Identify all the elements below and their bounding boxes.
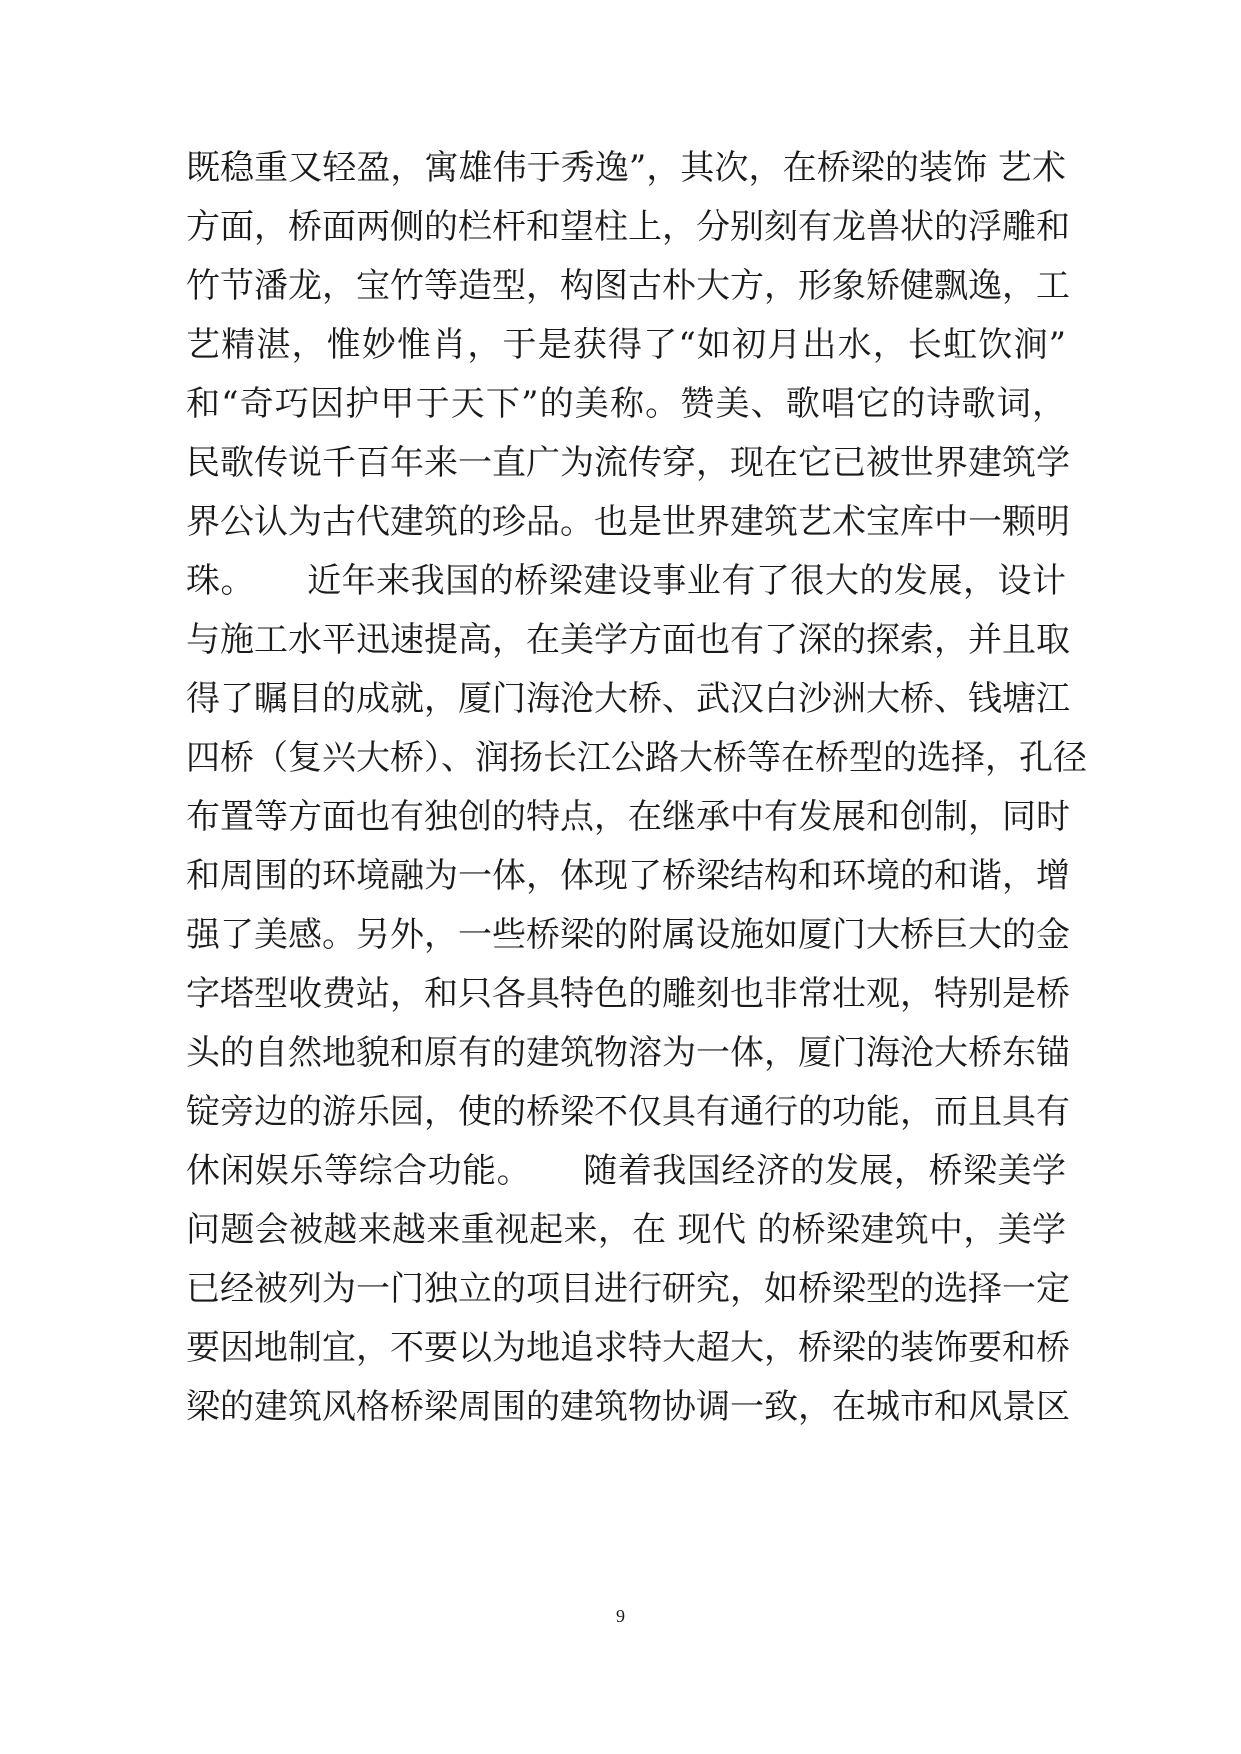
text-line-9: 与施工水平迅速提高，在美学方面也有了深的探索，并且取 [186, 620, 1070, 660]
text-line-3: 竹节潘龙，宝竹等造型，构图古朴大方，形象矫健飘逸，工 [186, 266, 1070, 306]
text-line-20: 已经被列为一门独立的项目进行研究，如桥梁型的选择一定 [186, 1269, 1070, 1309]
text-line-11: 四桥（复兴大桥）、润扬长江公路大桥等在桥型的选择，孔径 [186, 738, 1087, 778]
text-line-19: 问题会被越来越来重视起来，在 现代 的桥梁建筑中，美学 [186, 1210, 1066, 1250]
text-line-12: 布置等方面也有独创的特点，在继承中有发展和创制，同时 [186, 797, 1070, 837]
text-line-7: 界公认为古代建筑的珍品。也是世界建筑艺术宝库中一颗明 [186, 502, 1070, 542]
body-text [186, 139, 1087, 1437]
text-line-13: 和周围的环境融为一体，体现了桥梁结构和环境的和谐，增 [186, 856, 1070, 896]
text-line-2: 方面，桥面两侧的栏杆和望柱上，分别刻有龙兽状的浮雕和 [186, 207, 1070, 247]
text-line-6: 民歌传说千百年来一直广为流传穿，现在它已被世界建筑学 [186, 443, 1070, 483]
text-line-21: 要因地制宜，不要以为地追求特大超大，桥梁的装饰要和桥 [186, 1328, 1070, 1368]
text-line-10: 得了瞩目的成就，厦门海沧大桥、武汉白沙洲大桥、钱塘江 [186, 679, 1070, 719]
text-line-17: 锭旁边的游乐园，使的桥梁不仅具有通行的功能，而且具有 [186, 1092, 1070, 1132]
text-line-5: 和“奇巧因护甲于天下”的美称。赞美、歌唱它的诗歌词， [186, 384, 1066, 424]
page-number: 9 [616, 1606, 625, 1626]
text-line-15: 字塔型收费站，和只各具特色的雕刻也非常壮观，特别是桥 [186, 974, 1070, 1014]
text-line-22: 梁的建筑风格桥梁周围的建筑物协调一致，在城市和风景区 [186, 1387, 1070, 1427]
text-line-16: 头的自然地貌和原有的建筑物溶为一体，厦门海沧大桥东锚 [186, 1033, 1070, 1073]
text-line-8: 珠。 近年来我国的桥梁建设事业有了很大的发展，设计 [186, 561, 1066, 601]
text-line-18: 休闲娱乐等综合功能。 随着我国经济的发展，桥梁美学 [186, 1151, 1066, 1191]
text-line-4: 艺精湛，惟妙惟肖，于是获得了“如初月出水，长虹饮涧” [186, 325, 1066, 365]
text-line-14: 强了美感。另外，一些桥梁的附属设施如厦门大桥巨大的金 [186, 915, 1070, 955]
text-line-1: 既稳重又轻盈，寓雄伟于秀逸”，其次，在桥梁的装饰 艺术 [186, 148, 1066, 188]
